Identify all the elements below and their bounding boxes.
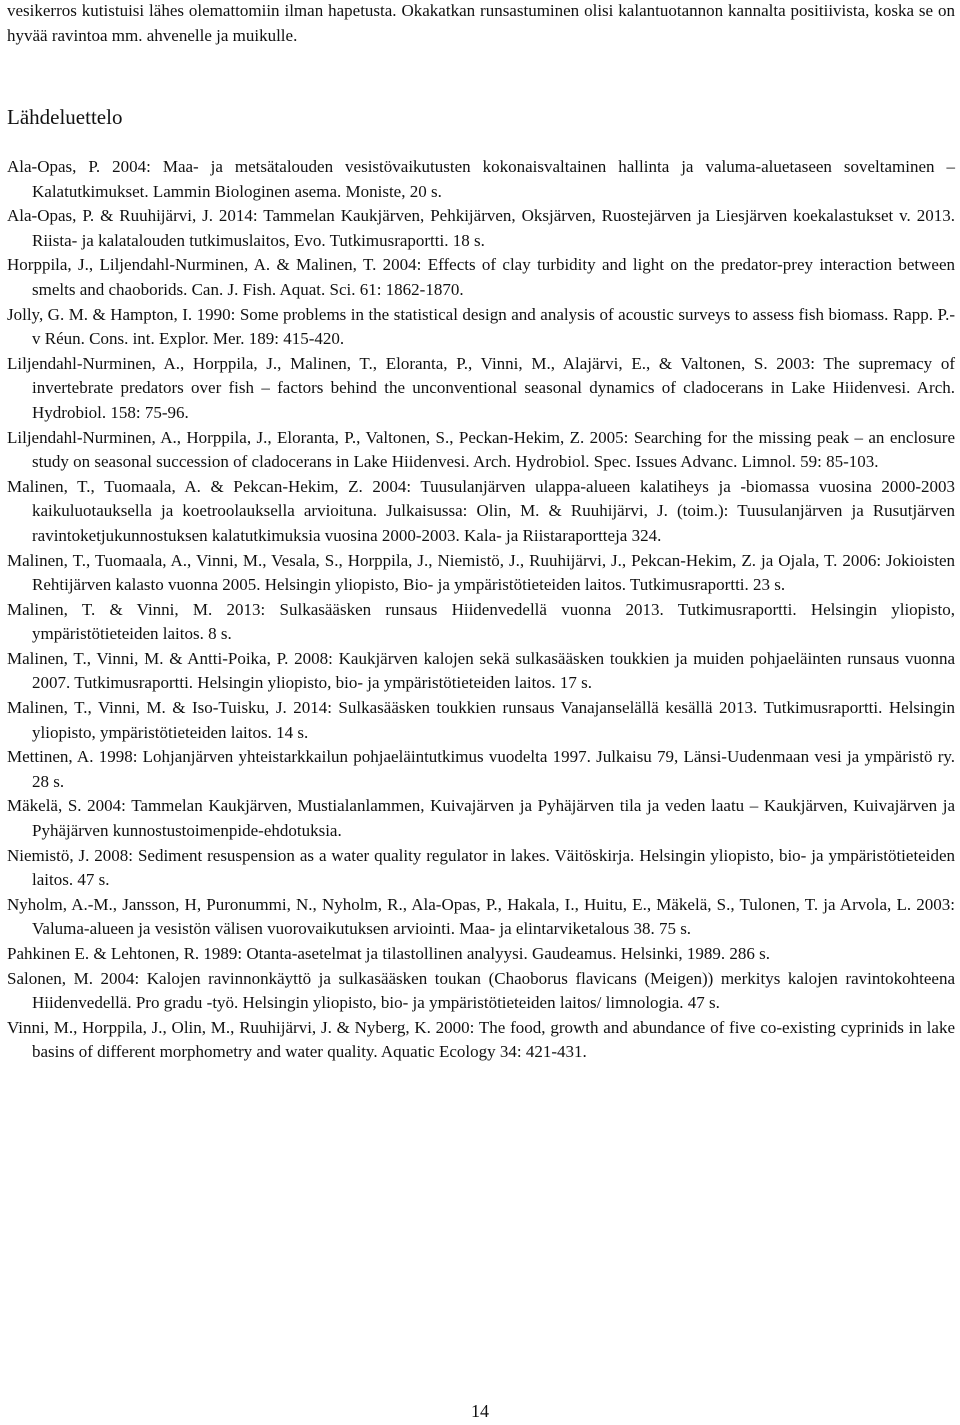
page-number: 14	[471, 1401, 489, 1421]
intro-paragraph	[7, 0, 955, 48]
reference-list	[7, 155, 955, 1065]
reference-item: Salonen, M. 2004: Kalojen ravinnonkäyttö ja sulkasääsken toukan (Chaoborus flavicans (Meigen)) merkitys kalojen ravintokohteena Hiidenvedellä. Pro gradu -työ. Helsingin yliopisto, bio- ja ympäristötieteiden laitos/ limnologia. 47 s.	[7, 968, 955, 1013]
reference-item: Mettinen, A. 1998: Lohjanjärven yhteistarkkailun pohjaeläintutkimus vuodelta 1997. Julkaisu 79, Länsi-Uudenmaan vesi ja ympäristö ry. 28 s.	[7, 747, 955, 791]
section-heading: Lähdeluettelo	[7, 105, 123, 129]
reference-item: Ala-Opas, P. 2004: Maa- ja metsätalouden vesistövaikutusten kokonaisvaltainen hallinta ja valuma-aluetaseen soveltaminen – Kalatutkimukset. Lammin Biologinen asema. Moniste, 20 s.	[7, 157, 955, 201]
reference-item: Liljendahl-Nurminen, A., Horppila, J., Eloranta, P., Valtonen, S., Peckan-Hekim, Z. 2005: Searching for the missing peak – an enclosure study on seasonal succession of cladocerans in Lake Hiidenvesi. Arch. Hydrobiol. Spec. Issues Advanc. Limnol. 59: 85-103.	[7, 427, 955, 472]
reference-item: Mäkelä, S. 2004: Tammelan Kaukjärven, Mustialanlammen, Kuivajärven ja Pyhäjärven tila ja veden laatu – Kaukjärven, Kuivajärven ja Pyhäjärven kunnostustoimenpide-ehdotuksia.	[7, 796, 955, 841]
reference-item: Niemistö, J. 2008: Sediment resuspension as a water quality regulator in lakes. Väitöskirja. Helsingin yliopisto, bio- ja ympäristötieteiden laitos. 47 s.	[7, 845, 955, 890]
reference-item: Ala-Opas, P. & Ruuhijärvi, J. 2014: Tammelan Kaukjärven, Pehkijärven, Oksjärven, Ruostejärven ja Liesjärven koekalastukset v. 2013. Riista- ja kalatalouden tutkimuslaitos, Evo. Tutkimusraportti. 18 s.	[7, 206, 955, 250]
reference-item: Malinen, T., Tuomaala, A. & Pekcan-Hekim, Z. 2004: Tuusulanjärven ulappa-alueen kalatiheys ja -biomassa vuosina 2000-2003 kaikuluotauksella ja koetroolauksella arvioituna. Julkaisussa: Olin, M. & Ruuhijärvi, J. (toim.): Tuusulanjärven ja Rusutjärven ravintoketjukunnostuksen kalatutkimuksia vuosina 2000-2003. Kala- ja Riistaraportteja 324.	[7, 476, 955, 545]
reference-item: Malinen, T. & Vinni, M. 2013: Sulkasääsken runsaus Hiidenvedellä vuonna 2013. Tutkimusraportti. Helsingin yliopisto, ympäristötieteiden laitos. 8 s.	[7, 599, 955, 644]
reference-item: Liljendahl-Nurminen, A., Horppila, J., Malinen, T., Eloranta, P., Vinni, M., Alajärvi, E., & Valtonen, S. 2003: The supremacy of invertebrate predators over fish – factors behind the unconventional seasonal dynamics of cladocerans in Lake Hiidenvesi. Arch. Hydrobiol. 158: 75-96.	[7, 353, 955, 422]
reference-item: Pahkinen E. & Lehtonen, R. 1989: Otanta-asetelmat ja tilastollinen analyysi. Gaudeamus. Helsinki, 1989. 286 s.	[7, 944, 770, 963]
intro-text: vesikerros kutistuisi lähes olemattomiin ilman hapetusta. Okakatkan runsastuminen olisi kalantuotannon kannalta positiivista, koska se on hyvää ravintoa mm. ahvenelle ja muikulle.	[7, 1, 955, 45]
reference-item: Horppila, J., Liljendahl-Nurminen, A. & Malinen, T. 2004: Effects of clay turbidity and light on the predator-prey interaction between smelts and chaoborids. Can. J. Fish. Aquat. Sci. 61: 1862-1870.	[7, 255, 955, 299]
reference-item: Malinen, T., Tuomaala, A., Vinni, M., Vesala, S., Horppila, J., Niemistö, J., Ruuhijärvi, J., Pekcan-Hekim, Z. ja Ojala, T. 2006: Jokioisten Rehtijärven kalasto vuonna 2005. Helsingin yliopisto, Bio- ja ympäristötieteiden laitos. Tutkimusraportti. 23 s.	[7, 550, 955, 595]
reference-item: Jolly, G. M. & Hampton, I. 1990: Some problems in the statistical design and analysis of acoustic surveys to assess fish biomass. Rapp. P.-v Réun. Cons. int. Explor. Mer. 189: 415-420.	[7, 304, 955, 349]
reference-item: Malinen, T., Vinni, M. & Antti-Poika, P. 2008: Kaukjärven kalojen sekä sulkasääsken toukkien ja muiden pohjaeläinten runsaus vuonna 2007. Tutkimusraportti. Helsingin yliopisto, bio- ja ympäristötieteiden laitos. 17 s.	[7, 648, 955, 693]
reference-item: Malinen, T., Vinni, M. & Iso-Tuisku, J. 2014: Sulkasääsken toukkien runsaus Vanajanselällä kesällä 2013. Tutkimusraportti. Helsingin yliopisto, ympäristötieteiden laitos. 14 s.	[7, 698, 955, 742]
reference-item: Vinni, M., Horppila, J., Olin, M., Ruuhijärvi, J. & Nyberg, K. 2000: The food, growth and abundance of five co-existing cyprinids in lake basins of different morphometry and water quality. Aquatic Ecology 34: 421-431.	[7, 1017, 955, 1062]
reference-item: Nyholm, A.-M., Jansson, H, Puronummi, N., Nyholm, R., Ala-Opas, P., Hakala, I., Huitu, E., Mäkelä, S., Tulonen, T. ja Arvola, L. 2003: Valuma-alueen ja vesistön välisen vuorovaikutuksen arviointi. Maa- ja elintarviketalous 38. 75 s.	[7, 894, 955, 939]
